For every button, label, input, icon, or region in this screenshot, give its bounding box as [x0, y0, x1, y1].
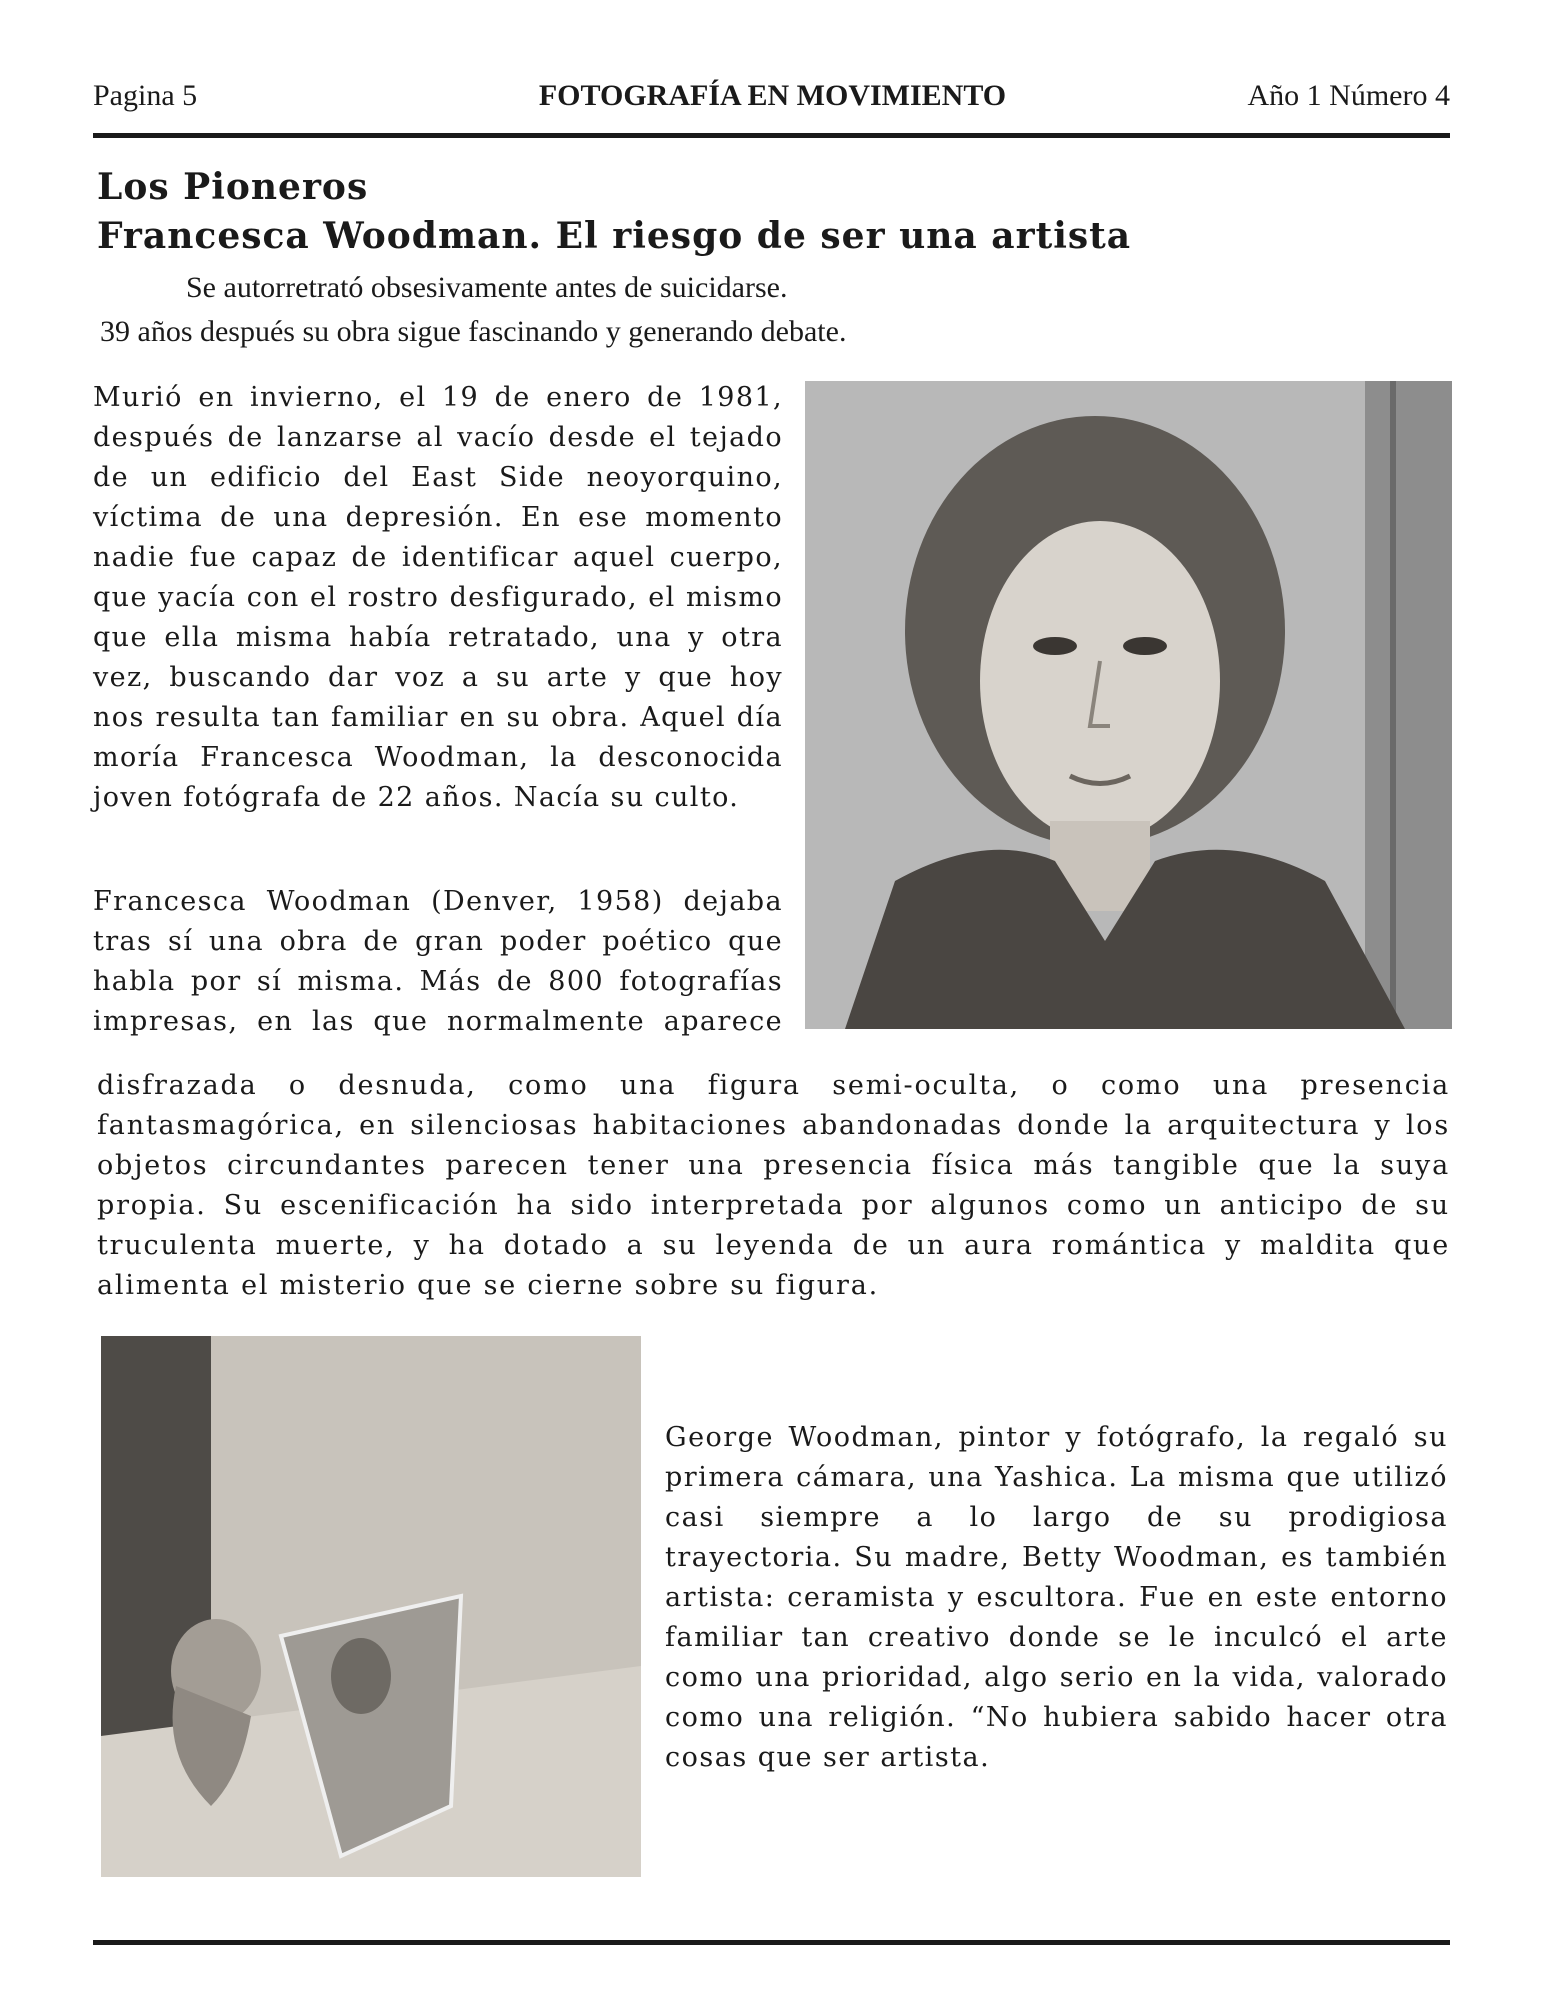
paragraph-1: Murió en invierno, el 19 de enero de 1981, después de lanzarse al vacío desde el tejado de un edificio del East Side neoyorquino, víctima de una depresión. En ese momento nadie fue capaz de identificar aquel cuerpo, que yacía con el rostro desfigurado, el mismo que ella misma había retratado, una y otra vez, buscando dar voz a su arte y que hoy nos resulta tan familiar en su obra. Aquel día moría Francesca Woodman, la desconocida joven fotógrafa de 22 años. Nacía su culto. [93, 382, 783, 813]
article-subtitle-2: 39 años después su obra sigue fascinando y generando debate. [100, 315, 847, 348]
page-number: Pagina 5 [93, 79, 198, 112]
paragraph-4: George Woodman, pintor y fotógrafo, la regaló su primera cámara, una Yashica. La misma que utilizó casi siempre a lo largo de su prodigiosa trayectoria. Su madre, Betty Woodman, es también artista: ceramista y escultora. Fue en este entorno familiar tan creativo donde se le inculcó el arte como una prioridad, algo serio en la vida, valorado como una religión. “No hubiera sabido hacer otra cosas que ser artista. [665, 1422, 1448, 1773]
footer-rule [93, 1940, 1450, 1945]
mirror-photo [101, 1336, 641, 1877]
section-title: Los Pioneros [97, 166, 369, 208]
issue-number: Año 1 Número 4 [1247, 79, 1450, 112]
portrait-photo [805, 381, 1452, 1029]
article-subtitle-1: Se autorretrató obsesivamente antes de suicidarse. [186, 271, 788, 304]
article-title: Francesca Woodman. El riesgo de ser una artista [97, 215, 1132, 257]
publication-title: FOTOGRAFÍA EN MOVIMIENTO [538, 79, 1007, 112]
paragraph-3: disfrazada o desnuda, como una figura semi-oculta, o como una presencia fantasmagórica, en silenciosas habitaciones abandonadas donde la arquitectura y los objetos circundantes parecen tener una presencia física más tangible que la suya propia. Su escenificación ha sido interpretada por algunos como un anticipo de su truculenta muerte, y ha dotado a su leyenda de un aura romántica y maldita que alimenta el misterio que se cierne sobre su figura. [97, 1070, 1450, 1301]
header-rule [93, 133, 1450, 138]
paragraph-2: Francesca Woodman (Denver, 1958) dejaba tras sí una obra de gran poder poético que habla por sí misma. Más de 800 fotografías impresas, en las que normalmente aparece [93, 886, 783, 1037]
